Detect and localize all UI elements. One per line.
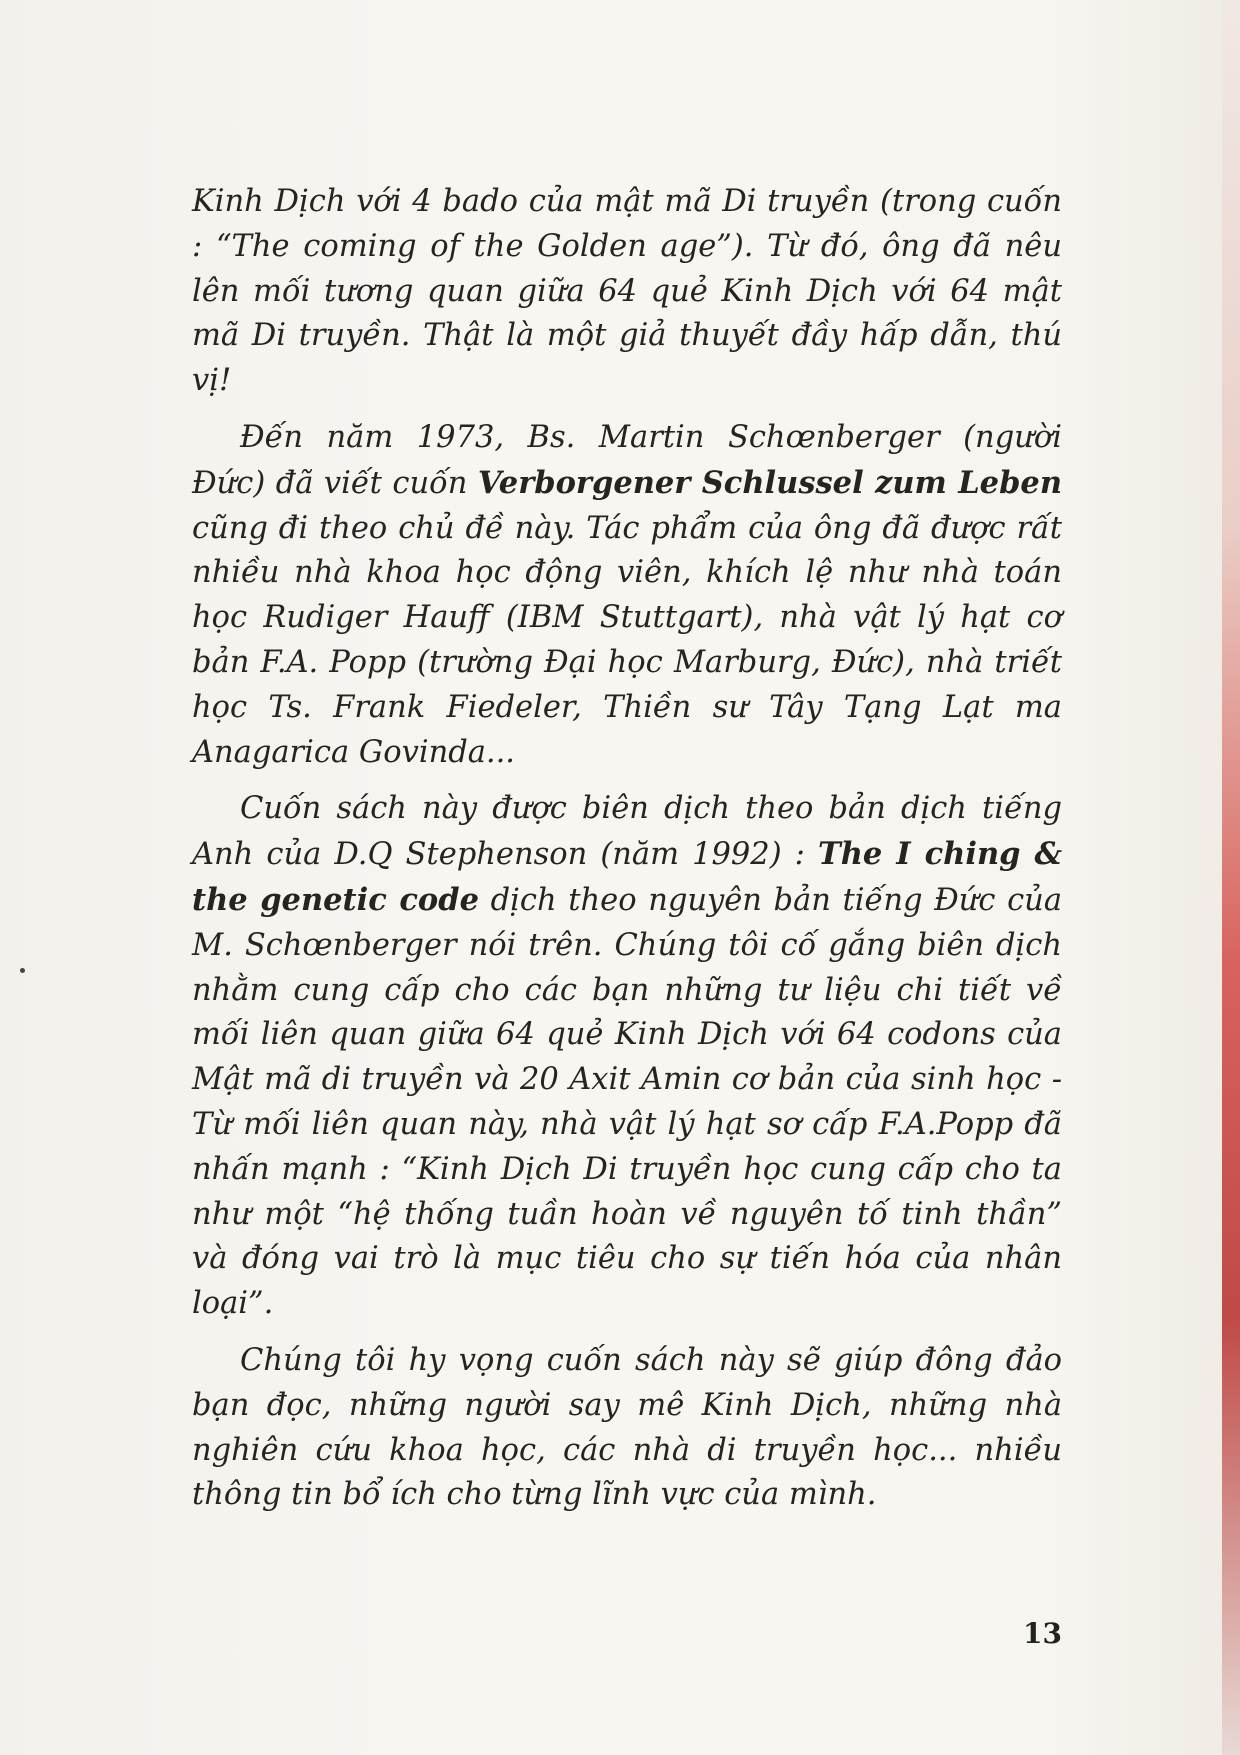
body-text: [192, 180, 1062, 1530]
paragraph-4: [192, 1339, 1062, 1518]
paragraph-1: [192, 180, 1062, 404]
paragraph-3-text-a: Cuốn sách này được biên dịch theo bản dịch tiếng Anh của D.Q Stephenson (năm 1992) :: [192, 791, 1062, 873]
paragraph-2: [192, 416, 1062, 775]
page-edge-shadow: [1222, 0, 1240, 1755]
paragraph-2-text-b: cũng đi theo chủ đề này. Tác phẩm của ông đã được rất nhiều nhà khoa học động viên, khích lệ như nhà toán học Rudiger Hauff (IBM Stuttgart), nhà vật lý hạt cơ bản F.A. Popp (trường Đại học Marburg, Đức), nhà triết học Ts. Frank Fiedeler, Thiền sư Tây Tạng Lạt ma Anagarica Govinda...: [192, 510, 1062, 770]
page-number: 13: [1023, 1617, 1062, 1650]
margin-dot: [20, 968, 25, 973]
book-title-german: Verborgener Schlussel zum Leben: [477, 464, 1062, 501]
paragraph-4-text: Chúng tôi hy vọng cuốn sách này sẽ giúp đông đảo bạn đọc, những người say mê Kinh Dịch, những nhà nghiên cứu khoa học, các nhà di truyền học... nhiều thông tin bổ ích cho từng lĩnh vực của mình.: [192, 1342, 1062, 1513]
book-title-english: The I ching & the genetic code: [192, 836, 1062, 918]
paragraph-1-text: Kinh Dịch với 4 bado của mật mã Di truyền (trong cuốn : “The coming of the Golden age”). Từ đó, ông đã nêu lên mối tương quan giữa 64 quẻ Kinh Dịch với 64 mật mã Di truyền. Thật là một giả thuyết đầy hấp dẫn, thú vị!: [192, 184, 1062, 399]
paragraph-3-text-b: dịch theo nguyên bản tiếng Đức của M. Schœnberger nói trên. Chúng tôi cố gắng biên dịch nhằm cung cấp cho các bạn những tư liệu chi tiết về mối liên quan giữa 64 quẻ Kinh Dịch với 64 codons của Mật mã di truyền và 20 Axit Amin cơ bản của sinh học - Từ mối liên quan này, nhà vật lý hạt sơ cấp F.A.Popp đã nhấn mạnh : “Kinh Dịch Di truyền học cung cấp cho ta như một “hệ thống tuần hoàn về nguyên tố tinh thần” và đóng vai trò là mục tiêu cho sự tiến hóa của nhân loại”.: [192, 882, 1062, 1322]
paragraph-2-text-a: Đến năm 1973, Bs. Martin Schœnberger (người Đức) đã viết cuốn: [192, 419, 1062, 501]
paragraph-3: [192, 787, 1062, 1327]
